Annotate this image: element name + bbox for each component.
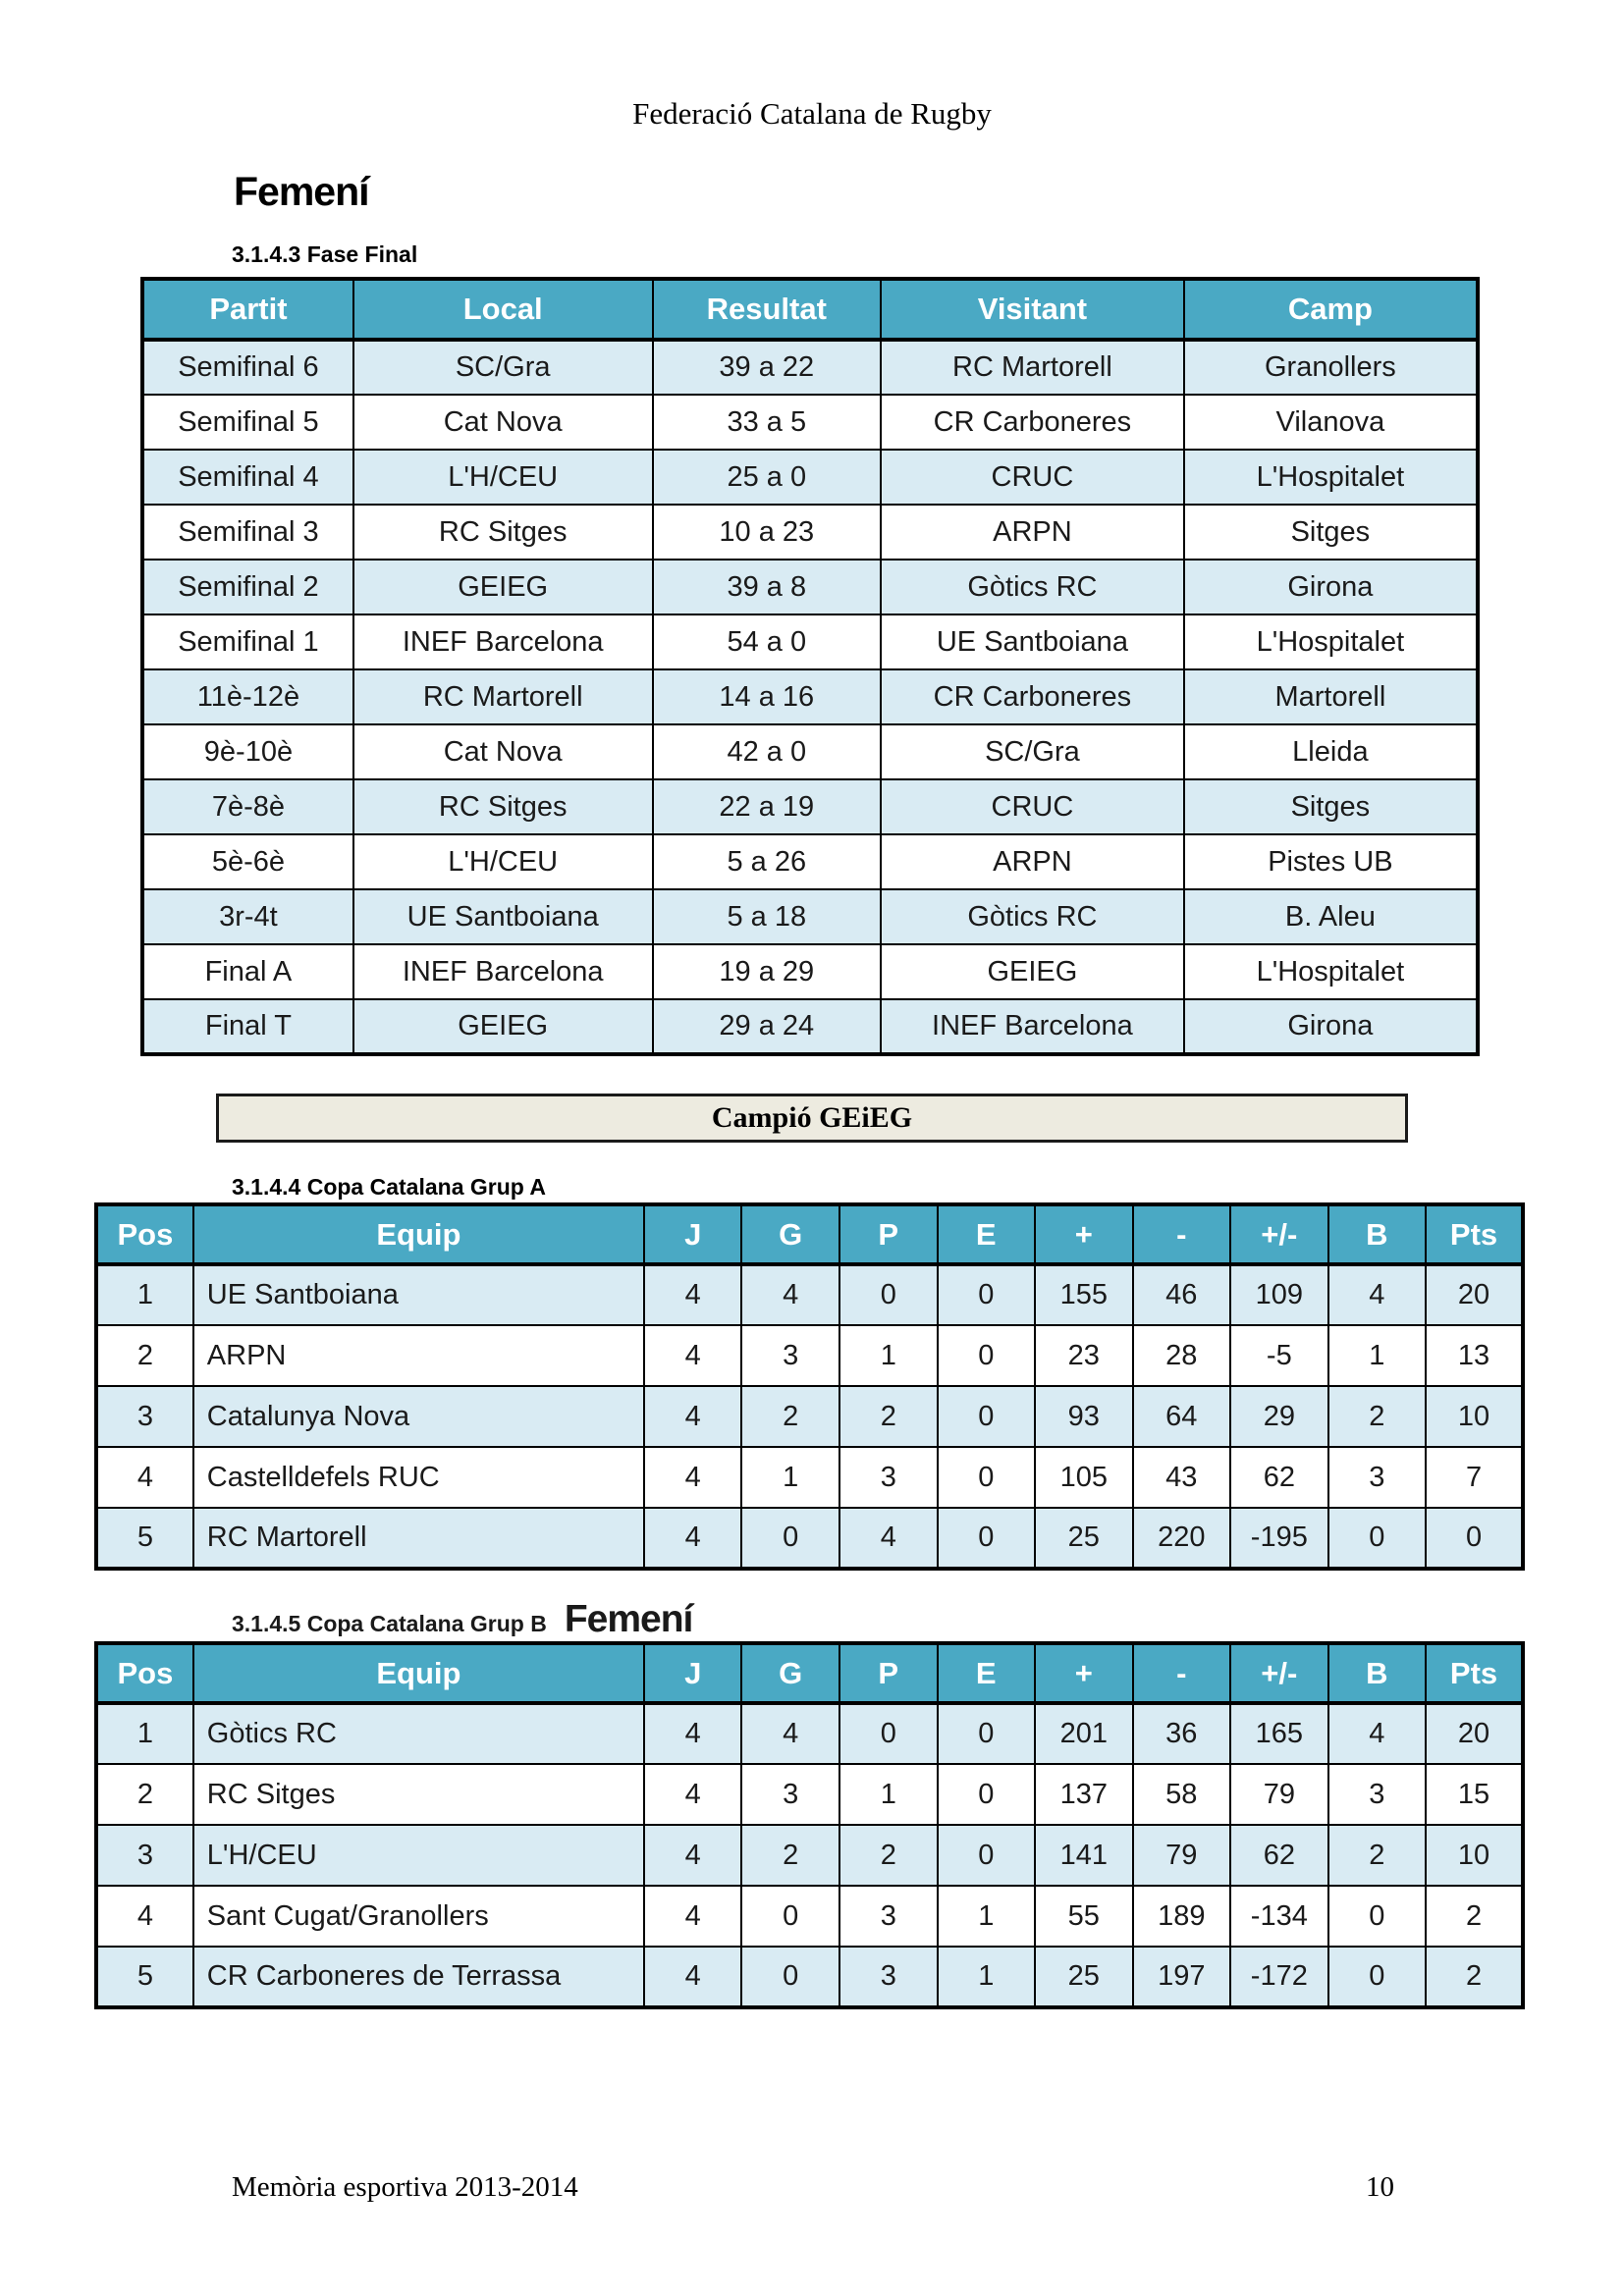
table-cell: Pistes UB [1184, 834, 1478, 889]
column-header: Local [353, 279, 653, 340]
table-cell: 4 [644, 1386, 742, 1447]
table-cell: 1 [96, 1703, 193, 1764]
table-cell: 4 [644, 1264, 742, 1325]
table-cell: Final A [142, 944, 353, 999]
table-cell: 105 [1035, 1447, 1133, 1508]
table-cell: 109 [1230, 1264, 1328, 1325]
table-cell: 197 [1133, 1947, 1231, 2007]
grup-a-table [94, 1202, 1525, 1571]
column-header: Pos [96, 1204, 193, 1264]
table-cell: 62 [1230, 1825, 1328, 1886]
table-cell: 3 [1328, 1447, 1427, 1508]
table-cell: 3r-4t [142, 889, 353, 944]
footer-page-number: 10 [1366, 2171, 1394, 2203]
table-row [142, 779, 1478, 834]
column-header: +/- [1230, 1204, 1328, 1264]
table-cell: CR Carboneres de Terrassa [193, 1947, 644, 2007]
table-cell: 19 a 29 [653, 944, 882, 999]
table-cell: 20 [1426, 1264, 1523, 1325]
grup-b-table [94, 1641, 1525, 2009]
table-cell: 64 [1133, 1386, 1231, 1447]
table-cell: 23 [1035, 1325, 1133, 1386]
table-row [142, 944, 1478, 999]
table-cell: 62 [1230, 1447, 1328, 1508]
column-header: E [938, 1643, 1036, 1703]
table-cell: 0 [938, 1264, 1036, 1325]
table-cell: 39 a 8 [653, 560, 882, 614]
table-cell: 3 [839, 1886, 938, 1947]
table-row [96, 1703, 1523, 1764]
table-cell: GEIEG [353, 999, 653, 1054]
table-row [142, 669, 1478, 724]
fase-final-table [140, 277, 1480, 1056]
table-cell: Castelldefels RUC [193, 1447, 644, 1508]
table-row [142, 505, 1478, 560]
column-header: Pts [1426, 1204, 1523, 1264]
table-cell: 155 [1035, 1264, 1133, 1325]
table-cell: ARPN [193, 1325, 644, 1386]
table-cell: ARPN [881, 834, 1184, 889]
table-cell: 4 [644, 1325, 742, 1386]
table-cell: 14 a 16 [653, 669, 882, 724]
table-cell: Cat Nova [353, 724, 653, 779]
heading-grup-b-subtitle: Femení [564, 1598, 693, 1640]
table-cell: B. Aleu [1184, 889, 1478, 944]
table-cell: 25 [1035, 1508, 1133, 1569]
table-cell: 4 [96, 1447, 193, 1508]
table-cell: 4 [644, 1447, 742, 1508]
table-cell: INEF Barcelona [353, 614, 653, 669]
table-cell: 4 [1328, 1264, 1427, 1325]
footer-document-title: Memòria esportiva 2013-2014 [232, 2171, 578, 2203]
table-cell: 5 [96, 1947, 193, 2007]
table-cell: 220 [1133, 1508, 1231, 1569]
table-cell: RC Sitges [353, 779, 653, 834]
table-cell: 28 [1133, 1325, 1231, 1386]
table-cell: 3 [839, 1447, 938, 1508]
table-cell: L'H/CEU [353, 834, 653, 889]
table-cell: 2 [96, 1764, 193, 1825]
table-cell: RC Sitges [193, 1764, 644, 1825]
table-row [142, 724, 1478, 779]
table-cell: SC/Gra [353, 340, 653, 395]
table-cell: Semifinal 2 [142, 560, 353, 614]
table-row [96, 1264, 1523, 1325]
table-row [142, 560, 1478, 614]
table-cell: 4 [644, 1703, 742, 1764]
column-header: + [1035, 1204, 1133, 1264]
column-header: - [1133, 1204, 1231, 1264]
table-cell: Final T [142, 999, 353, 1054]
table-row [142, 450, 1478, 505]
table-cell: 29 a 24 [653, 999, 882, 1054]
table-cell: 2 [839, 1386, 938, 1447]
table-row [96, 1947, 1523, 2007]
column-header: Pts [1426, 1643, 1523, 1703]
table-cell: RC Martorell [353, 669, 653, 724]
table-cell: Gòtics RC [193, 1703, 644, 1764]
table-cell: Semifinal 4 [142, 450, 353, 505]
table-cell: 4 [644, 1508, 742, 1569]
heading-grup-b-row [232, 1598, 692, 1641]
table-cell: Vilanova [1184, 395, 1478, 450]
table-cell: 3 [96, 1386, 193, 1447]
table-cell: 7 [1426, 1447, 1523, 1508]
table-row [142, 999, 1478, 1054]
table-cell: 10 a 23 [653, 505, 882, 560]
heading-fase-final: 3.1.4.3 Fase Final [232, 241, 418, 267]
table-cell: UE Santboiana [193, 1264, 644, 1325]
table-cell: 0 [741, 1508, 839, 1569]
table-cell: 0 [938, 1703, 1036, 1764]
table-row [96, 1386, 1523, 1447]
table-row [96, 1825, 1523, 1886]
column-header: Visitant [881, 279, 1184, 340]
table-cell: 2 [96, 1325, 193, 1386]
champion-banner [216, 1094, 1408, 1143]
table-cell: 165 [1230, 1703, 1328, 1764]
table-cell: 2 [1328, 1386, 1427, 1447]
table-cell: 137 [1035, 1764, 1133, 1825]
table-cell: 4 [644, 1886, 742, 1947]
table-cell: Girona [1184, 560, 1478, 614]
column-header: J [644, 1204, 742, 1264]
table-cell: 0 [839, 1264, 938, 1325]
table-cell: -195 [1230, 1508, 1328, 1569]
table-cell: Gòtics RC [881, 560, 1184, 614]
table-cell: CRUC [881, 450, 1184, 505]
table-cell: -5 [1230, 1325, 1328, 1386]
table-cell: 42 a 0 [653, 724, 882, 779]
table-cell: 0 [938, 1447, 1036, 1508]
table-cell: 1 [839, 1764, 938, 1825]
column-header: E [938, 1204, 1036, 1264]
table-cell: 10 [1426, 1386, 1523, 1447]
column-header: B [1328, 1643, 1427, 1703]
table-row [142, 340, 1478, 395]
table-cell: Sant Cugat/Granollers [193, 1886, 644, 1947]
header-row [142, 279, 1478, 340]
column-header: Camp [1184, 279, 1478, 340]
table-cell: 5è-6è [142, 834, 353, 889]
table-cell: 4 [96, 1886, 193, 1947]
table-cell: CR Carboneres [881, 395, 1184, 450]
table-cell: Catalunya Nova [193, 1386, 644, 1447]
table-cell: 13 [1426, 1325, 1523, 1386]
column-header: Partit [142, 279, 353, 340]
table-cell: 3 [839, 1947, 938, 2007]
table-cell: Granollers [1184, 340, 1478, 395]
table-cell: RC Sitges [353, 505, 653, 560]
table-cell: L'Hospitalet [1184, 450, 1478, 505]
table-cell: 0 [938, 1764, 1036, 1825]
column-header: Resultat [653, 279, 882, 340]
table-row [96, 1764, 1523, 1825]
table-cell: 4 [839, 1508, 938, 1569]
column-header: Equip [193, 1204, 644, 1264]
table-cell: 9è-10è [142, 724, 353, 779]
column-header: P [839, 1204, 938, 1264]
section-title-femeni: Femení [234, 169, 369, 214]
table-cell: 2 [839, 1825, 938, 1886]
table-cell: 15 [1426, 1764, 1523, 1825]
table-cell: -172 [1230, 1947, 1328, 2007]
table-cell: 10 [1426, 1825, 1523, 1886]
table-cell: 0 [1328, 1886, 1427, 1947]
table-cell: 4 [1328, 1703, 1427, 1764]
table-row [96, 1325, 1523, 1386]
table-cell: L'Hospitalet [1184, 944, 1478, 999]
table-cell: L'Hospitalet [1184, 614, 1478, 669]
table-cell: 58 [1133, 1764, 1231, 1825]
table-cell: GEIEG [881, 944, 1184, 999]
table-cell: L'H/CEU [193, 1825, 644, 1886]
table-cell: 141 [1035, 1825, 1133, 1886]
table-cell: 5 [96, 1508, 193, 1569]
table-cell: -134 [1230, 1886, 1328, 1947]
table-cell: 29 [1230, 1386, 1328, 1447]
table-cell: 7è-8è [142, 779, 353, 834]
table-cell: ARPN [881, 505, 1184, 560]
column-header: J [644, 1643, 742, 1703]
table-cell: Cat Nova [353, 395, 653, 450]
table-cell: 1 [938, 1886, 1036, 1947]
table-cell: Martorell [1184, 669, 1478, 724]
column-header: G [741, 1643, 839, 1703]
column-header: + [1035, 1643, 1133, 1703]
table-cell: 0 [938, 1386, 1036, 1447]
table-cell: 4 [741, 1264, 839, 1325]
table-cell: Semifinal 3 [142, 505, 353, 560]
table-cell: 0 [938, 1325, 1036, 1386]
column-header: +/- [1230, 1643, 1328, 1703]
table-cell: 11è-12è [142, 669, 353, 724]
table-cell: 4 [644, 1947, 742, 2007]
table-cell: 201 [1035, 1703, 1133, 1764]
table-cell: GEIEG [353, 560, 653, 614]
table-cell: 0 [839, 1703, 938, 1764]
column-header: B [1328, 1204, 1427, 1264]
table-cell: 79 [1230, 1764, 1328, 1825]
table-cell: 39 a 22 [653, 340, 882, 395]
table-cell: 25 [1035, 1947, 1133, 2007]
document-header: Federació Catalana de Rugby [632, 96, 992, 131]
table-cell: 20 [1426, 1703, 1523, 1764]
column-header: P [839, 1643, 938, 1703]
table-cell: 189 [1133, 1886, 1231, 1947]
table-cell: 1 [1328, 1325, 1427, 1386]
table-cell: 25 a 0 [653, 450, 882, 505]
table-cell: 2 [1328, 1825, 1427, 1886]
table-cell: 1 [741, 1447, 839, 1508]
table-cell: 0 [1328, 1947, 1427, 2007]
table-cell: 0 [938, 1508, 1036, 1569]
table-cell: 0 [741, 1947, 839, 2007]
table-cell: 33 a 5 [653, 395, 882, 450]
table-cell: 5 a 18 [653, 889, 882, 944]
table-cell: 2 [741, 1825, 839, 1886]
table-row [142, 614, 1478, 669]
table-cell: Gòtics RC [881, 889, 1184, 944]
table-cell: 4 [644, 1825, 742, 1886]
table-cell: 55 [1035, 1886, 1133, 1947]
column-header: - [1133, 1643, 1231, 1703]
table-cell: Semifinal 6 [142, 340, 353, 395]
header-row [96, 1204, 1523, 1264]
table-cell: UE Santboiana [881, 614, 1184, 669]
table-cell: L'H/CEU [353, 450, 653, 505]
table-cell: 2 [1426, 1886, 1523, 1947]
column-header: Pos [96, 1643, 193, 1703]
table-cell: 3 [96, 1825, 193, 1886]
table-cell: 54 a 0 [653, 614, 882, 669]
table-cell: 2 [1426, 1947, 1523, 2007]
table-cell: 1 [938, 1947, 1036, 2007]
table-row [142, 834, 1478, 889]
table-cell: INEF Barcelona [353, 944, 653, 999]
table-cell: 46 [1133, 1264, 1231, 1325]
table-cell: 1 [839, 1325, 938, 1386]
table-cell: 22 a 19 [653, 779, 882, 834]
table-cell: Sitges [1184, 779, 1478, 834]
table-cell: CRUC [881, 779, 1184, 834]
heading-grup-a: 3.1.4.4 Copa Catalana Grup A [232, 1174, 546, 1200]
table-cell: 5 a 26 [653, 834, 882, 889]
table-cell: RC Martorell [881, 340, 1184, 395]
table-cell: UE Santboiana [353, 889, 653, 944]
table-cell: RC Martorell [193, 1508, 644, 1569]
table-row [96, 1447, 1523, 1508]
table-cell: INEF Barcelona [881, 999, 1184, 1054]
table-cell: 4 [741, 1703, 839, 1764]
table-cell: Sitges [1184, 505, 1478, 560]
table-cell: Semifinal 5 [142, 395, 353, 450]
table-cell: 93 [1035, 1386, 1133, 1447]
table-row [142, 395, 1478, 450]
table-cell: Girona [1184, 999, 1478, 1054]
table-row [142, 889, 1478, 944]
header-row [96, 1643, 1523, 1703]
table-cell: 0 [938, 1825, 1036, 1886]
table-cell: 3 [1328, 1764, 1427, 1825]
table-cell: 0 [1328, 1508, 1427, 1569]
column-header: Equip [193, 1643, 644, 1703]
table-cell: 4 [644, 1764, 742, 1825]
column-header: G [741, 1204, 839, 1264]
table-cell: 3 [741, 1325, 839, 1386]
table-row [96, 1886, 1523, 1947]
table-cell: Semifinal 1 [142, 614, 353, 669]
table-row [96, 1508, 1523, 1569]
table-cell: 79 [1133, 1825, 1231, 1886]
champion-banner-text: Campió GEiEG [711, 1101, 913, 1134]
table-cell: 0 [741, 1886, 839, 1947]
heading-grup-b: 3.1.4.5 Copa Catalana Grup B [232, 1611, 547, 1636]
table-cell: 3 [741, 1764, 839, 1825]
table-cell: CR Carboneres [881, 669, 1184, 724]
table-cell: 1 [96, 1264, 193, 1325]
table-cell: 2 [741, 1386, 839, 1447]
table-cell: Lleida [1184, 724, 1478, 779]
table-cell: 0 [1426, 1508, 1523, 1569]
table-cell: SC/Gra [881, 724, 1184, 779]
table-cell: 36 [1133, 1703, 1231, 1764]
table-cell: 43 [1133, 1447, 1231, 1508]
